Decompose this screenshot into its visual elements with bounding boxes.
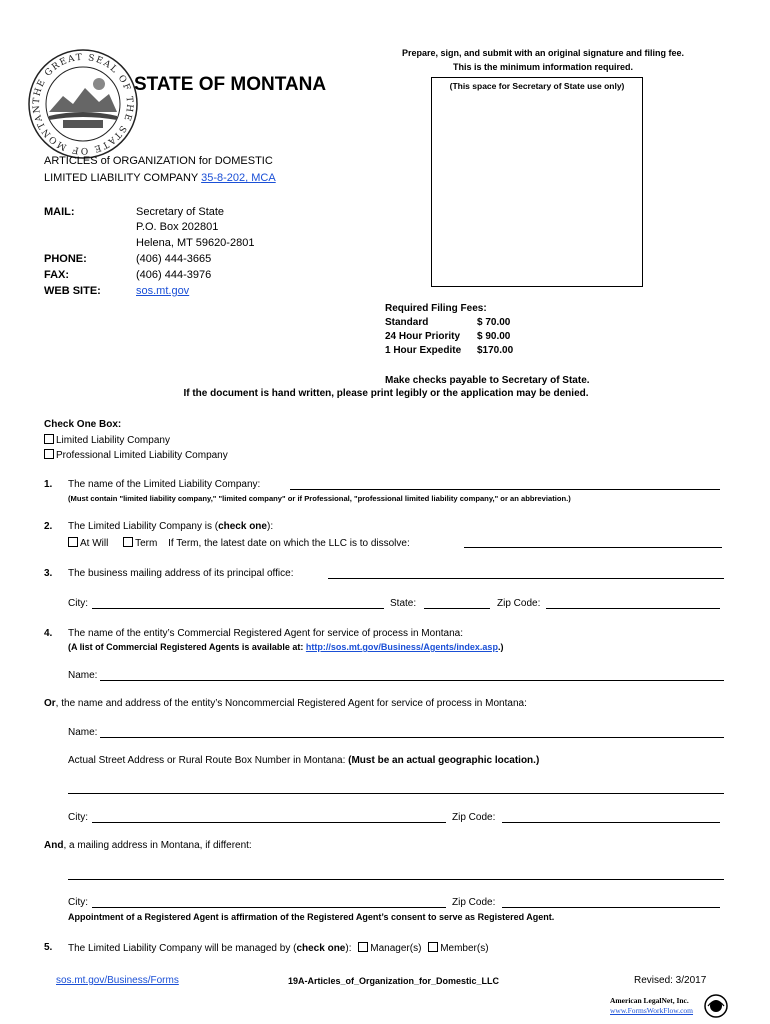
managers-label: Manager(s) bbox=[370, 943, 422, 954]
q5-text-bold: check one bbox=[296, 943, 346, 954]
q5-number: 5. bbox=[44, 942, 53, 953]
website-link[interactable]: sos.mt.gov bbox=[136, 285, 190, 297]
mailing-city-label: City: bbox=[68, 897, 88, 908]
members-label: Member(s) bbox=[440, 943, 489, 954]
agent-affirmation: Appointment of a Registered Agent is affirmation of the Registered Agent’s consent to serve as Registered Agent. bbox=[68, 912, 555, 922]
commercial-agent-name-field[interactable] bbox=[100, 680, 724, 681]
and-mailing-text bbox=[44, 840, 252, 851]
q3-zip-label: Zip Code: bbox=[497, 598, 541, 609]
phone-value: (406) 444-3665 bbox=[136, 253, 212, 265]
pllc-option-label: Professional Limited Liability Company bbox=[56, 450, 228, 461]
brand-logo-icon bbox=[704, 994, 728, 1018]
q3-state-field[interactable] bbox=[424, 608, 490, 609]
noncommercial-city-field[interactable] bbox=[92, 822, 446, 823]
street-note: (Must be an actual geographic location.) bbox=[348, 755, 540, 766]
forms-footer-link[interactable]: sos.mt.gov/Business/Forms bbox=[56, 975, 179, 986]
fee-amount-expedite: $170.00 bbox=[477, 345, 514, 356]
state-seal bbox=[27, 48, 139, 160]
form-id: 19A-Articles_of_Organization_for_Domestic_LLC bbox=[288, 976, 500, 986]
q5-text-prefix: The Limited Liability Company will be managed by ( bbox=[68, 943, 297, 954]
q3-zip-field[interactable] bbox=[546, 608, 720, 609]
q5-text bbox=[68, 942, 489, 954]
brand-name: American LegalNet, Inc. bbox=[610, 996, 689, 1005]
instruction-minimum: This is the minimum information required. bbox=[452, 62, 634, 72]
and-bold: And bbox=[44, 840, 64, 851]
street-address-label bbox=[68, 755, 539, 766]
articles-title-line2 bbox=[44, 172, 276, 184]
secretary-use-box bbox=[431, 77, 643, 287]
secretary-use-box-label: (This space for Secretary of State use only) bbox=[449, 81, 625, 91]
members-checkbox[interactable] bbox=[428, 942, 438, 952]
mail-line-2: P.O. Box 202801 bbox=[136, 221, 219, 233]
q4-number: 4. bbox=[44, 628, 53, 639]
pllc-checkbox[interactable] bbox=[44, 449, 54, 459]
q3-text: The business mailing address of its principal office: bbox=[68, 568, 294, 579]
q4-name-label: Name: bbox=[68, 670, 98, 681]
llc-checkbox[interactable] bbox=[44, 434, 54, 444]
noncommercial-zip-label: Zip Code: bbox=[452, 812, 496, 823]
brand-url[interactable]: www.FormsWorkFlow.com bbox=[610, 1006, 694, 1015]
q4-note bbox=[68, 642, 503, 652]
q3-state-label: State: bbox=[390, 598, 417, 609]
or-bold: Or bbox=[44, 698, 56, 709]
at-will-label: At Will bbox=[80, 538, 109, 549]
mailing-city-field[interactable] bbox=[92, 907, 446, 908]
fee-amount-standard: $ 70.00 bbox=[477, 317, 511, 328]
q1-note: (Must contain "limited liability company," "limited company" or if Professional, "professional limited liability company," or an abbreviation.) bbox=[68, 494, 571, 503]
check-one-heading: Check One Box: bbox=[44, 419, 122, 430]
noncommercial-city-label: City: bbox=[68, 812, 88, 823]
handwritten-warning: If the document is hand written, please print legibly or the application may be denied. bbox=[183, 388, 589, 399]
fee-amount-priority: $ 90.00 bbox=[477, 331, 511, 342]
term-text: If Term, the latest date on which the LLC is to dissolve: bbox=[168, 538, 410, 549]
principal-office-address-field[interactable] bbox=[328, 578, 724, 579]
dissolve-date-field[interactable] bbox=[464, 547, 722, 548]
mail-line-3: Helena, MT 59620-2801 bbox=[136, 237, 255, 249]
q2-text-bold: check one bbox=[218, 521, 267, 532]
q4-note-prefix: (A list of Commercial Registered Agents is available at: bbox=[68, 642, 306, 652]
mailing-address-field[interactable] bbox=[68, 879, 724, 880]
q3-number: 3. bbox=[44, 568, 53, 579]
managers-checkbox[interactable] bbox=[358, 942, 368, 952]
mail-line-1: Secretary of State bbox=[136, 206, 225, 218]
q2-text-prefix: The Limited Liability Company is ( bbox=[68, 521, 219, 532]
q4-text: The name of the entity’s Commercial Registered Agent for service of process in Montana: bbox=[68, 628, 464, 639]
revised-date: Revised: 3/2017 bbox=[634, 975, 707, 986]
registered-agents-link[interactable]: http://sos.mt.gov/Business/Agents/index.asp bbox=[305, 642, 498, 652]
mailing-zip-field[interactable] bbox=[502, 907, 720, 908]
llc-option-label: Limited Liability Company bbox=[56, 435, 170, 446]
fee-label-standard: Standard bbox=[385, 317, 429, 328]
fees-heading: Required Filing Fees: bbox=[385, 303, 487, 314]
q2-number: 2. bbox=[44, 521, 53, 532]
fee-label-priority: 24 Hour Priority bbox=[385, 331, 461, 342]
noncommercial-name-field[interactable] bbox=[100, 737, 724, 738]
q5-text-suffix: ): bbox=[345, 943, 352, 954]
q2-text-suffix: ): bbox=[266, 521, 274, 532]
or-noncommercial-text bbox=[44, 698, 527, 709]
website-label: WEB SITE: bbox=[44, 285, 101, 297]
option-llc[interactable] bbox=[44, 434, 170, 446]
street-label: Actual Street Address or Rural Route Box Number in Montana: bbox=[68, 755, 346, 766]
noncommercial-zip-field[interactable] bbox=[502, 822, 720, 823]
q3-city-label: City: bbox=[68, 598, 88, 609]
duration-options bbox=[68, 537, 410, 549]
mail-label: MAIL: bbox=[44, 206, 75, 218]
articles-title-line1: ARTICLES of ORGANIZATION for DOMESTIC bbox=[44, 155, 273, 167]
q1-number: 1. bbox=[44, 479, 53, 490]
checks-payable: Make checks payable to Secretary of State. bbox=[385, 375, 590, 386]
state-title: STATE OF MONTANA bbox=[134, 74, 327, 95]
and-text: , a mailing address in Montana, if different: bbox=[63, 840, 252, 851]
phone-label: PHONE: bbox=[44, 253, 87, 265]
articles-title-prefix: LIMITED LIABILITY COMPANY bbox=[44, 172, 202, 184]
fax-label: FAX: bbox=[44, 269, 70, 281]
q1-text: The name of the Limited Liability Company: bbox=[68, 479, 261, 490]
noncommercial-name-label: Name: bbox=[68, 727, 98, 738]
fee-label-expedite: 1 Hour Expedite bbox=[385, 345, 462, 356]
option-pllc[interactable] bbox=[44, 449, 228, 461]
mailing-zip-label: Zip Code: bbox=[452, 897, 496, 908]
q2-text bbox=[68, 521, 273, 532]
term-label: Term bbox=[135, 538, 158, 549]
instruction-signature: Prepare, sign, and submit with an original signature and filing fee. bbox=[401, 48, 685, 58]
or-text: , the name and address of the entity’s Noncommercial Registered Agent for service of process in Montana: bbox=[55, 698, 527, 709]
street-address-field[interactable] bbox=[68, 793, 724, 794]
statute-link[interactable]: 35-8-202, MCA bbox=[201, 172, 276, 184]
llc-name-field[interactable] bbox=[290, 489, 720, 490]
term-checkbox[interactable] bbox=[123, 537, 133, 547]
fax-value: (406) 444-3976 bbox=[136, 269, 212, 281]
q3-city-field[interactable] bbox=[92, 608, 384, 609]
q4-note-suffix: .) bbox=[497, 642, 504, 652]
at-will-checkbox[interactable] bbox=[68, 537, 78, 547]
legalnet-brand bbox=[604, 992, 754, 1020]
svg-text:THE GREAT SEAL OF THE STATE OF: THE GREAT SEAL OF THE STATE OF MONTAN bbox=[31, 52, 135, 156]
